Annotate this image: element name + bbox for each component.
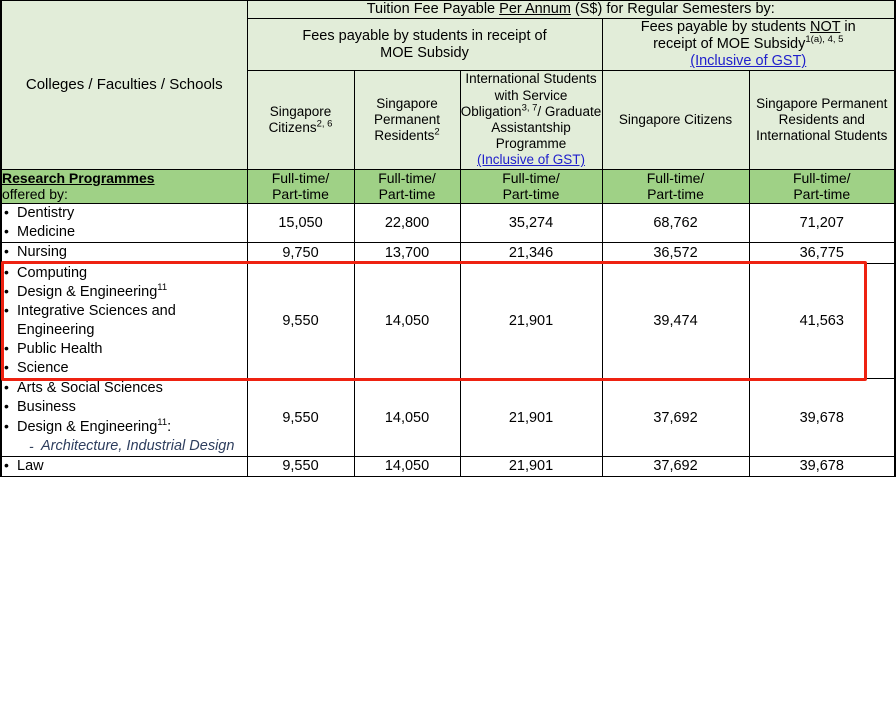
list-item <box>2 340 247 359</box>
group-unsubsidised-line2: receipt of MOE Subsidy <box>653 36 806 53</box>
row2-value-col3: 39,474 <box>602 263 749 379</box>
row3-category-list <box>2 379 247 456</box>
row4-categories <box>1 456 247 476</box>
row3-value-col1: 14,050 <box>354 379 460 457</box>
row3-value-col2: 21,901 <box>460 379 602 457</box>
row2-item2-text: Integrative Sciences and Engineering <box>17 302 176 338</box>
col0-footnote-marker: 2, 6 <box>316 118 333 130</box>
list-item <box>2 457 247 476</box>
row1-categories <box>1 243 247 263</box>
col2-footnote-marker: 3, 7 <box>521 102 538 114</box>
row3-categories <box>1 379 247 457</box>
row4-value-col3: 37,692 <box>602 456 749 476</box>
list-item <box>2 283 247 302</box>
row2-value-col2: 21,901 <box>460 263 602 379</box>
group-unsubsidised-footnote-marker: 1(a), 4, 5 <box>805 34 844 46</box>
list-item <box>2 379 247 398</box>
row3-value-col0: 9,550 <box>247 379 354 457</box>
list-item <box>2 302 247 340</box>
row3-item2-sub0-text: Architecture, Industrial Design <box>41 437 235 454</box>
row0-item0-text: Dentistry <box>17 205 75 222</box>
row4-value-col1: 14,050 <box>354 456 460 476</box>
row3-item0-text: Arts & Social Sciences <box>17 380 163 397</box>
gst-note-link-service-obligation[interactable]: (Inclusive of GST) <box>476 152 586 168</box>
row2-item1-footnote-marker: 11 <box>157 281 168 293</box>
row4-category-list <box>2 457 247 476</box>
row4-value-col0: 9,550 <box>247 456 354 476</box>
row4-item0-text: Law <box>17 457 44 474</box>
list-item <box>2 359 247 378</box>
col-header-singapore-citizens-unsubsidised <box>602 71 749 169</box>
row0-value-col2: 35,274 <box>460 204 602 243</box>
row4-value-col4: 39,678 <box>749 456 895 476</box>
band-mode-col1-line1: Full-time/ <box>378 169 436 186</box>
row1-value-col1: 13,700 <box>354 243 460 263</box>
header-group-not-moe-subsidy <box>602 19 895 71</box>
header-tuition-fee-payable <box>247 1 895 19</box>
col1-label: Singapore Permanent Residents <box>373 95 441 144</box>
col3-label: Singapore Citizens <box>618 111 733 127</box>
corner-label-text: Colleges / Faculties / Schools <box>25 75 223 93</box>
group-unsubsidised-not: NOT <box>810 19 841 36</box>
col-header-pr-and-international-unsubsidised <box>749 71 895 169</box>
band-mode-col3-line2: Part-time <box>647 186 704 203</box>
col-header-international-service-obligation <box>460 71 602 169</box>
tuition-text-underlined: Per Annum <box>499 1 571 17</box>
row2-categories <box>1 263 247 379</box>
group-unsubsidised-line1a: Fees payable by students <box>640 19 811 36</box>
band-mode-col4-line2: Part-time <box>793 186 851 203</box>
band-mode-col2-line2: Part-time <box>502 186 560 203</box>
row2-item4-text: Science <box>17 360 69 377</box>
tuition-text-after: (S$) for Regular Semesters by: <box>570 1 775 17</box>
band-mode-col0-line2: Part-time <box>272 186 329 203</box>
list-item <box>2 223 247 242</box>
col-header-singapore-citizens-subsidised <box>247 71 354 169</box>
col1-footnote-marker: 2 <box>434 126 440 138</box>
row2-category-list <box>2 264 247 379</box>
row0-value-col4: 71,207 <box>749 204 895 243</box>
row1-value-col4: 36,775 <box>749 243 895 263</box>
row3-value-col4: 39,678 <box>749 379 895 457</box>
row2-value-col1: 14,050 <box>354 263 460 379</box>
table-row <box>1 243 895 263</box>
list-item <box>2 264 247 283</box>
row3-item2-footnote-marker: 11 <box>157 416 168 428</box>
row1-value-col2: 21,346 <box>460 243 602 263</box>
row1-value-col3: 36,572 <box>602 243 749 263</box>
row0-value-col3: 68,762 <box>602 204 749 243</box>
row3-value-col3: 37,692 <box>602 379 749 457</box>
row1-value-col0: 9,750 <box>247 243 354 263</box>
group-subsidised-line1: Fees payable by students in receipt of <box>302 27 547 44</box>
col2-label-b: / Graduate Assistantship Programme <box>491 103 602 152</box>
band-mode-col2 <box>460 169 602 204</box>
col-header-singapore-pr-subsidised <box>354 71 460 169</box>
col4-label: Singapore Permanent Residents and International Students <box>756 95 888 144</box>
band-mode-col4-line1: Full-time/ <box>792 169 851 186</box>
table-row <box>1 204 895 243</box>
band-label-research-programmes <box>1 169 247 204</box>
band-mode-col0 <box>247 169 354 204</box>
band-title: Research Programmes <box>2 169 155 186</box>
header-row-title <box>1 1 895 19</box>
row2-item0-text: Computing <box>17 264 88 281</box>
row1-category-list <box>2 243 247 262</box>
list-item <box>2 418 247 456</box>
band-mode-col1-line2: Part-time <box>378 186 436 203</box>
row0-categories <box>1 204 247 243</box>
table-row <box>1 456 895 476</box>
band-mode-col3 <box>602 169 749 204</box>
tuition-text-before: Tuition Fee Payable <box>366 1 500 17</box>
list-item <box>2 398 247 417</box>
row3-item2-suffix: : <box>167 418 172 435</box>
row0-item1-text: Medicine <box>17 224 76 241</box>
row2-item1-text: Design & Engineering <box>17 283 158 300</box>
row0-category-list <box>2 204 247 242</box>
group-subsidised-line2: MOE Subsidy <box>380 44 469 61</box>
band-mode-col2-line1: Full-time/ <box>502 169 560 186</box>
row0-value-col0: 15,050 <box>247 204 354 243</box>
band-subtitle: offered by: <box>2 186 68 203</box>
list-item <box>2 204 247 223</box>
row3-item1-text: Business <box>17 399 76 416</box>
row0-value-col1: 22,800 <box>354 204 460 243</box>
row3-item2-sublist <box>17 437 247 456</box>
col0-label: Singapore Citizens <box>268 103 332 135</box>
row2-value-col4: 41,563 <box>749 263 895 379</box>
row2-item3-text: Public Health <box>17 341 103 358</box>
table-row <box>1 379 895 457</box>
list-item <box>29 437 247 456</box>
table-row-highlighted <box>1 263 895 379</box>
list-item <box>2 243 247 262</box>
header-group-moe-subsidy <box>247 19 602 71</box>
col2-label-a: International Students with Service Obligation <box>460 71 597 119</box>
group-unsubsidised-line1b: in <box>840 19 856 36</box>
row1-item0-text: Nursing <box>17 244 67 261</box>
band-mode-col0-line1: Full-time/ <box>271 169 330 186</box>
band-mode-col1 <box>354 169 460 204</box>
section-band-research-programmes <box>1 169 895 204</box>
gst-note-link-unsubsidised[interactable]: (Inclusive of GST) <box>690 53 807 70</box>
row3-item2-text: Design & Engineering <box>17 418 158 435</box>
band-mode-col3-line1: Full-time/ <box>646 169 705 186</box>
row2-value-col0: 9,550 <box>247 263 354 379</box>
band-mode-col4 <box>749 169 895 204</box>
corner-label-colleges-faculties-schools <box>1 1 247 170</box>
row4-value-col2: 21,901 <box>460 456 602 476</box>
